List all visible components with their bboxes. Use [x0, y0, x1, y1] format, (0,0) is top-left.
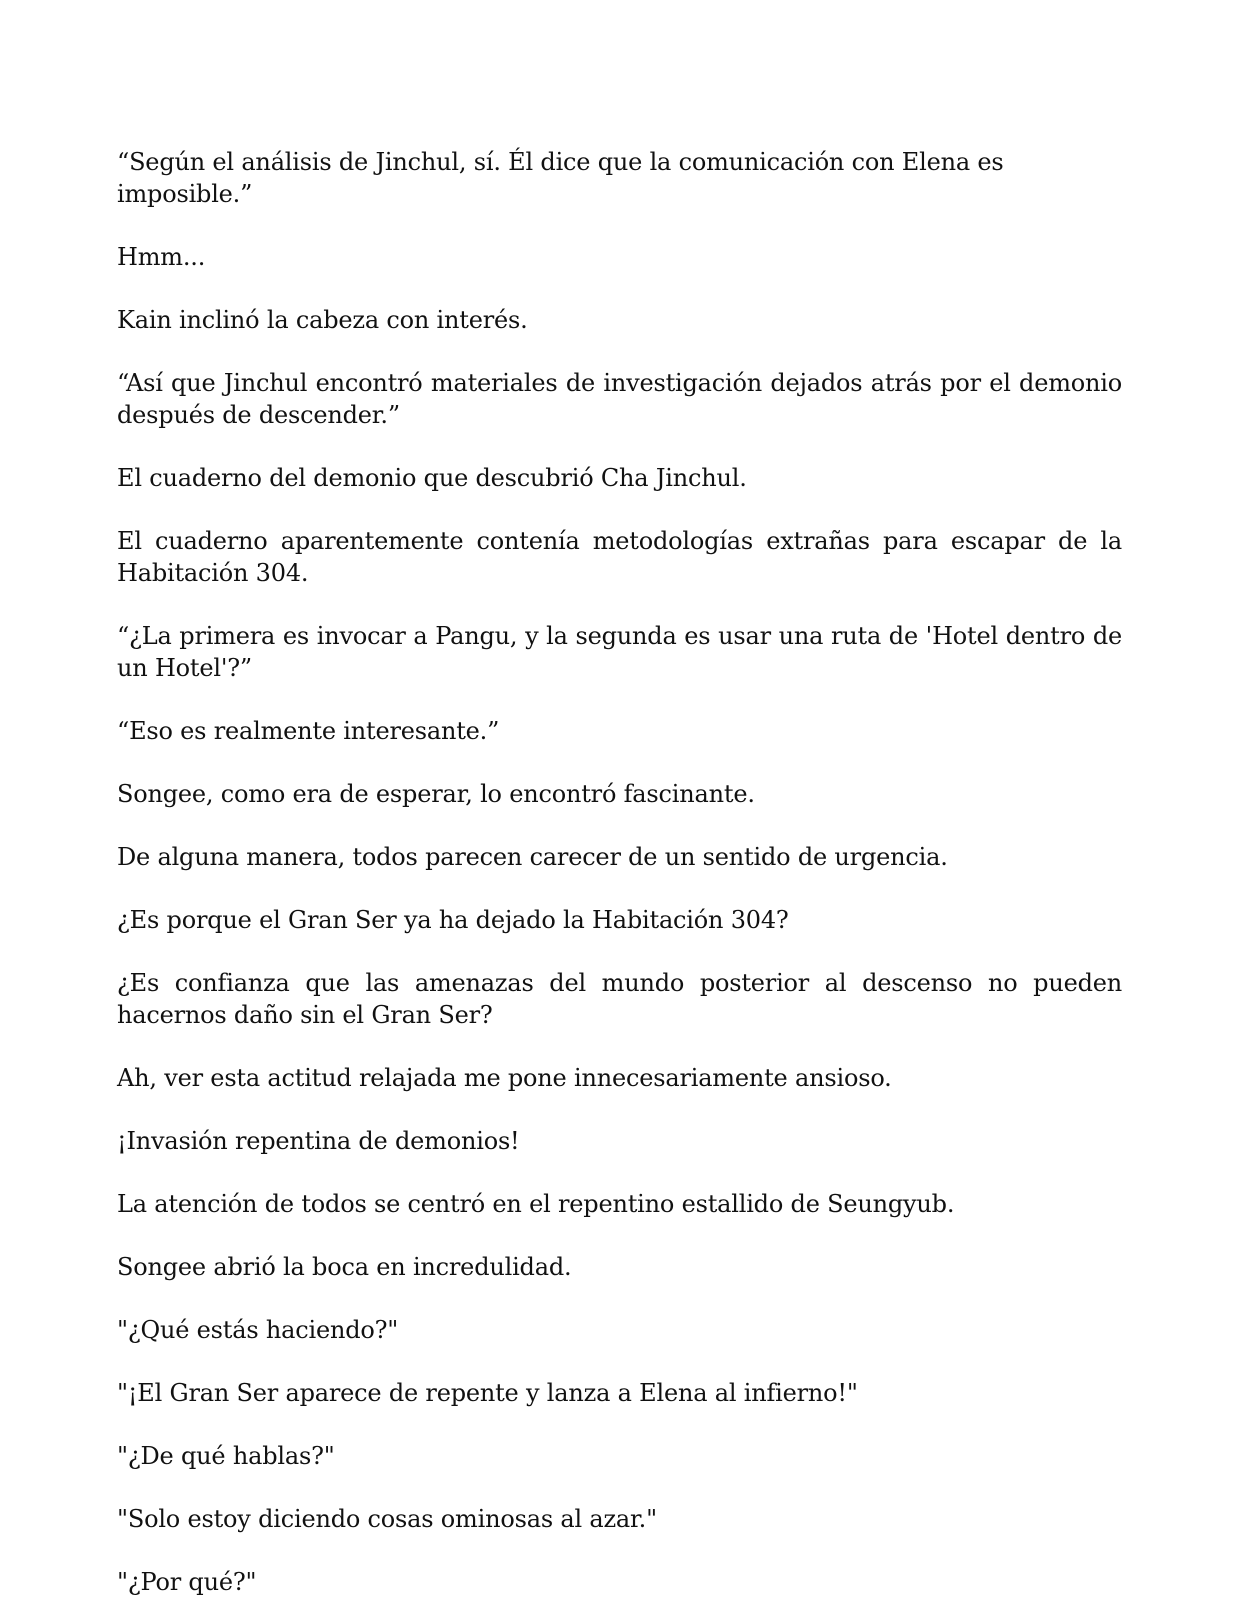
paragraph-11: ¿Es porque el Gran Ser ya ha dejado la Habitación 304? — [117, 906, 789, 934]
paragraph-7: “¿La primera es invocar a Pangu, y la segunda es usar una ruta de 'Hotel dentro de un Hotel'?” — [117, 622, 1122, 682]
document-body — [117, 146, 1122, 1598]
paragraph-2: Hmm... — [117, 243, 206, 271]
paragraph-19: "¿De qué hablas?" — [117, 1442, 335, 1470]
paragraph-5: El cuaderno del demonio que descubrió Cha Jinchul. — [117, 464, 747, 492]
paragraph-8: “Eso es realmente interesante.” — [117, 717, 500, 745]
paragraph-13: Ah, ver esta actitud relajada me pone innecesariamente ansioso. — [117, 1064, 892, 1092]
paragraph-9: Songee, como era de esperar, lo encontró fascinante. — [117, 780, 755, 808]
paragraph-20: "Solo estoy diciendo cosas ominosas al azar." — [117, 1505, 657, 1533]
paragraph-15: La atención de todos se centró en el repentino estallido de Seungyub. — [117, 1190, 955, 1218]
paragraph-4: “Así que Jinchul encontró materiales de investigación dejados atrás por el demonio después de descender.” — [117, 369, 1122, 429]
paragraph-14: ¡Invasión repentina de demonios! — [117, 1127, 520, 1155]
paragraph-21: "¿Por qué?" — [117, 1568, 257, 1596]
paragraph-1: “Según el análisis de Jinchul, sí. Él dice que la comunicación con Elena es imposible.” — [117, 148, 1004, 208]
paragraph-6: El cuaderno aparentemente contenía metodologías extrañas para escapar de la Habitación 304. — [117, 527, 1122, 587]
paragraph-3: Kain inclinó la cabeza con interés. — [117, 306, 528, 334]
paragraph-16: Songee abrió la boca en incredulidad. — [117, 1253, 572, 1281]
paragraph-17: "¿Qué estás haciendo?" — [117, 1316, 399, 1344]
paragraph-18: "¡El Gran Ser aparece de repente y lanza a Elena al infierno!" — [117, 1379, 858, 1407]
paragraph-12: ¿Es confianza que las amenazas del mundo posterior al descenso no pueden hacernos daño sin el Gran Ser? — [117, 969, 1122, 1029]
paragraph-10: De alguna manera, todos parecen carecer de un sentido de urgencia. — [117, 843, 948, 871]
